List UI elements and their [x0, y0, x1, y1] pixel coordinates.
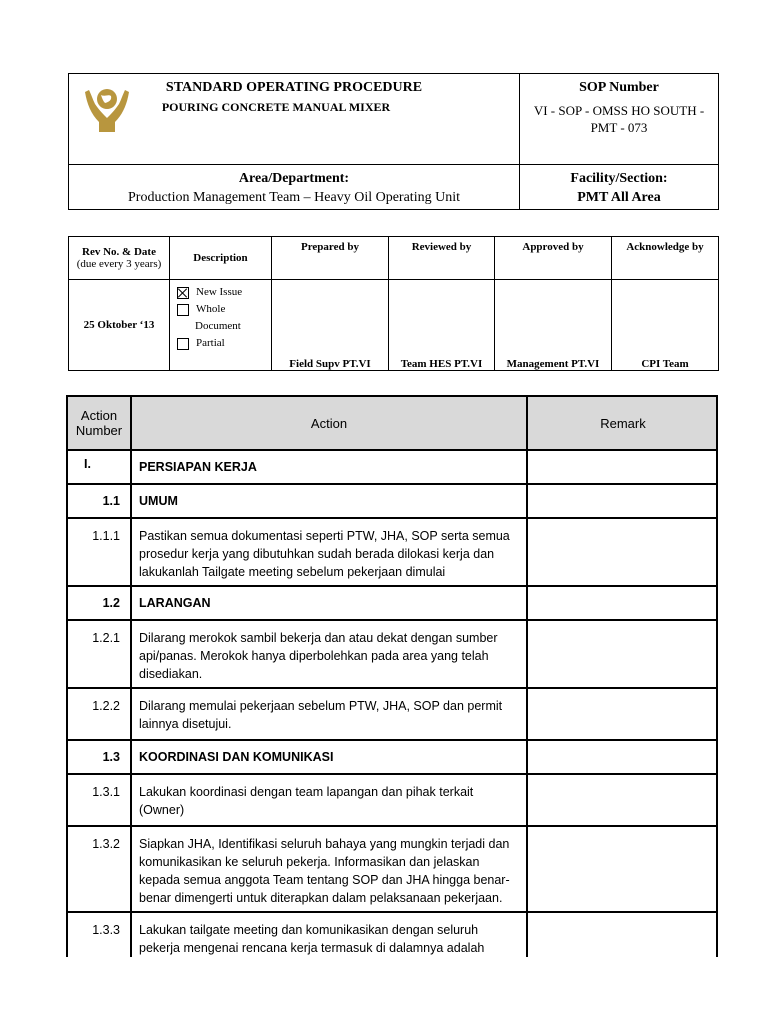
prepared-value: Field Supv PT.VI: [272, 280, 389, 371]
action-number: 1.1: [67, 484, 131, 518]
action-text: KOORDINASI DAN KOMUNIKASI: [131, 740, 527, 774]
document-subtitle: POURING CONCRETE MANUAL MIXER: [161, 100, 391, 114]
area-label: Area/Department:: [238, 171, 350, 186]
action-header: Action: [131, 396, 527, 450]
rev-date-header: [69, 237, 170, 280]
sop-number-label: SOP Number: [579, 80, 659, 95]
action-text: PERSIAPAN KERJA: [131, 450, 527, 484]
action-text: LARANGAN: [131, 586, 527, 620]
action-table-container: [66, 395, 718, 957]
table-row: [67, 688, 718, 740]
action-text: Lakukan koordinasi dengan team lapangan dan pihak terkait (Owner): [131, 774, 527, 826]
facility-value: PMT All Area: [577, 190, 661, 205]
table-row: [67, 912, 718, 957]
action-text: Siapkan JHA, Identifikasi seluruh bahaya yang mungkin terjadi dan komunikasikan ke seluruh pekerja. Informasikan dan jelaskan kepada semua anggota Team tentang SOP dan JHA hingga benar-benar dimengerti untuk diterapkan dalam pelaksanaan pekerjaan.: [131, 826, 527, 912]
approved-header: Approved by: [495, 237, 612, 280]
action-text: Lakukan tailgate meeting dan komunikasikan dengan seluruh pekerja mengenai rencana kerja termasuk di dalamnya adalah: [131, 912, 527, 957]
revision-date: 25 Oktober ‘13: [69, 280, 170, 371]
action-number: 1.3.1: [67, 774, 131, 826]
option-new-issue[interactable]: [177, 284, 271, 301]
remark-cell: [527, 620, 718, 688]
table-row: [67, 620, 718, 688]
remark-cell: [527, 912, 718, 957]
option-label: Partial: [196, 337, 225, 349]
area-value: Production Management Team – Heavy Oil Operating Unit: [128, 190, 460, 205]
reviewed-value: Team HES PT.VI: [389, 280, 495, 371]
remark-cell: [527, 518, 718, 586]
remark-cell: [527, 826, 718, 912]
acknowledge-header: Acknowledge by: [612, 237, 719, 280]
remark-cell: [527, 774, 718, 826]
table-row: [67, 740, 718, 774]
remark-header: Remark: [527, 396, 718, 450]
description-options: [170, 280, 272, 371]
table-row: [67, 774, 718, 826]
facility-label: Facility/Section:: [570, 171, 668, 186]
remark-cell: [527, 688, 718, 740]
option-label-continued: Document: [195, 320, 241, 332]
prepared-header: Prepared by: [272, 237, 389, 280]
document-title: STANDARD OPERATING PROCEDURE: [165, 80, 423, 95]
sop-number-value: VI - SOP - OMSS HO SOUTH - PMT - 073: [533, 103, 705, 135]
title-cell: [69, 74, 520, 165]
sop-number-cell: [520, 74, 719, 165]
action-text: UMUM: [131, 484, 527, 518]
checkbox-icon[interactable]: [177, 338, 189, 350]
remark-cell: [527, 450, 718, 484]
action-text: Dilarang memulai pekerjaan sebelum PTW, JHA, SOP dan permit lainnya disetujui.: [131, 688, 527, 740]
acknowledge-value: CPI Team: [612, 280, 719, 371]
remark-cell: [527, 484, 718, 518]
table-row: [67, 586, 718, 620]
remark-cell: [527, 740, 718, 774]
action-text: Pastikan semua dokumentasi seperti PTW, JHA, SOP serta semua prosedur kerja yang dibutuhkan sudah berada dilokasi kerja dan lakukanlah Tailgate meeting sebelum pekerjaan dimulai: [131, 518, 527, 586]
action-number: 1.2: [67, 586, 131, 620]
checkbox-icon[interactable]: [177, 304, 189, 316]
hands-globe-logo-icon: [81, 82, 133, 134]
action-number: I.: [67, 450, 131, 484]
description-header: Description: [170, 237, 272, 280]
rev-date-note: (due every 3 years): [76, 258, 162, 270]
action-number: 1.3: [67, 740, 131, 774]
option-whole-document[interactable]: [177, 301, 271, 318]
option-label: New Issue: [196, 286, 243, 298]
action-number-header: Action Number: [67, 396, 131, 450]
table-row: [67, 484, 718, 518]
table-row: [67, 518, 718, 586]
area-cell: [69, 165, 520, 210]
option-partial[interactable]: [177, 335, 271, 352]
approved-value: Management PT.VI: [495, 280, 612, 371]
checked-checkbox-icon[interactable]: [177, 287, 189, 299]
rev-date-label: Rev No. & Date: [82, 246, 156, 258]
table-row: [67, 826, 718, 912]
action-number: 1.2.2: [67, 688, 131, 740]
remark-cell: [527, 586, 718, 620]
reviewed-header: Reviewed by: [389, 237, 495, 280]
option-label: Whole: [196, 303, 226, 315]
facility-cell: [520, 165, 719, 210]
action-text: Dilarang merokok sambil bekerja dan atau dekat dengan sumber api/panas. Merokok hanya diperbolehkan pada area yang telah disediakan.: [131, 620, 527, 688]
action-number: 1.1.1: [67, 518, 131, 586]
action-number: 1.2.1: [67, 620, 131, 688]
sop-header-table: [68, 73, 719, 210]
table-row: [67, 450, 718, 484]
action-number: 1.3.2: [67, 826, 131, 912]
revision-table: [68, 236, 719, 371]
action-table: [66, 395, 718, 957]
action-number: 1.3.3: [67, 912, 131, 957]
